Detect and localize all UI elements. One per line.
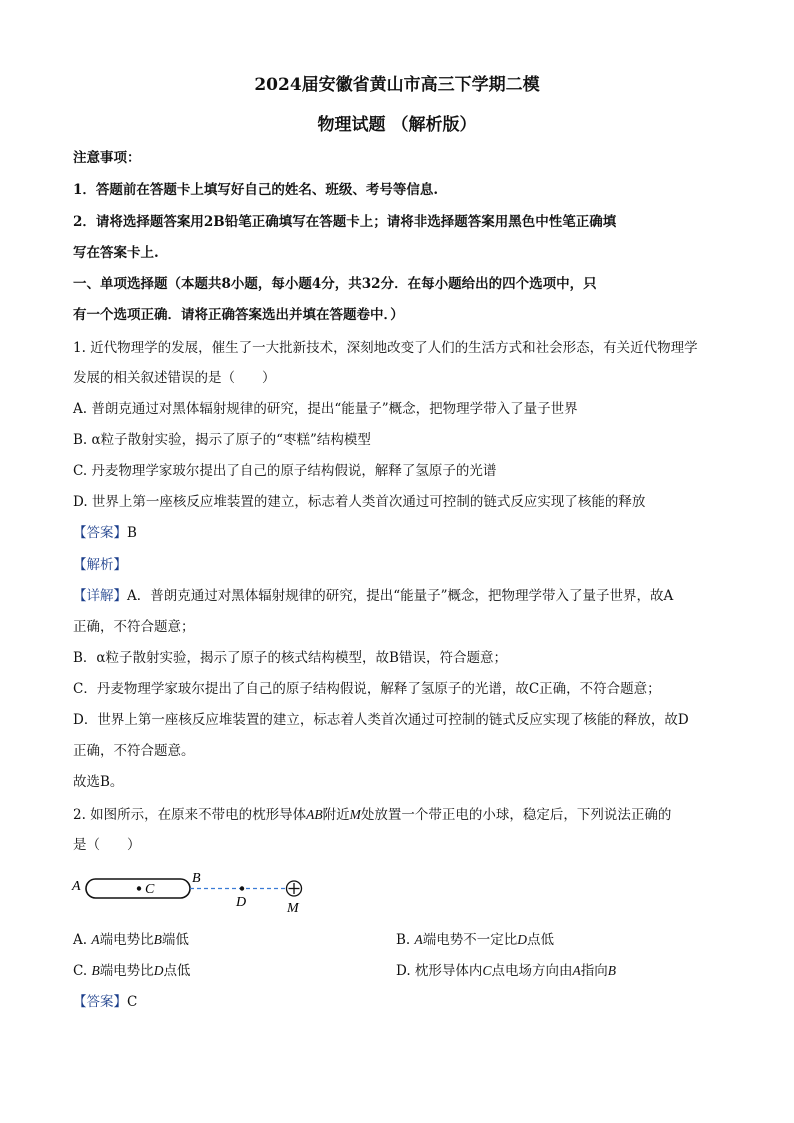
q2-stem-text-a: 2. 如图所示，在原来不带电的枕形导体: [73, 807, 307, 823]
q2-stem-var-m: M: [349, 807, 361, 822]
notes-heading: 注意事项：: [73, 150, 141, 166]
notes-item-1: 1．答题前在答题卡上填写好自己的姓名、班级、考号等信息.: [73, 182, 439, 198]
title-line-1: 2024届安徽省黄山市高三下学期二模: [254, 75, 540, 95]
section-1-heading-line-1: 一、单项选择题（本题共8小题，每小题4分，共32分．在每小题给出的四个选项中，只: [73, 276, 597, 292]
q2-stem-text-c: 处放置一个带正电的小球，稳定后，下列说法正确的: [360, 807, 672, 823]
q2-stem-line-2: 是（ ）: [73, 837, 141, 853]
q1-detail-line-1: [73, 586, 673, 606]
title-line-2: 物理试题 （解析版）: [317, 115, 477, 135]
q2-option-c-var-2: D: [153, 963, 164, 978]
detail-tag: 【详解】: [73, 588, 127, 604]
q2-option-c: [73, 961, 190, 981]
notes-item-2-line-1: 2．请将选择题答案用2B铅笔正确填写在答题卡上；请将非选择题答案用黑色中性笔正确填: [73, 214, 617, 230]
q1-option-d: D. 世界上第一座核反应堆装置的建立，标志着人类首次通过可控制的链式反应实现了核能的释放: [73, 494, 646, 510]
q2-option-a-var-1: A: [91, 932, 100, 947]
q1-answer: B: [127, 525, 137, 541]
q2-answer: C: [127, 994, 138, 1010]
q1-detail-line-4: C．丹麦物理学家玻尔提出了自己的原子结构假说，解释了氢原子的光谱，故C正确，不符合题意；: [73, 681, 661, 697]
q1-detail-line-2: 正确，不符合题意；: [73, 619, 195, 635]
q1-stem-line-2: 发展的相关叙述错误的是（ ）: [73, 370, 276, 386]
answer-tag: 【答案】: [73, 525, 127, 541]
q2-option-c-prefix: C.: [73, 963, 92, 979]
q2-option-d-text-1: 点电场方向由: [491, 963, 573, 979]
q1-detail-line-5: D．世界上第一座核反应堆装置的建立，标志着人类首次通过可控制的链式反应实现了核能的释放，故D: [73, 712, 689, 728]
label-b: B: [192, 871, 201, 886]
q1-option-c: C. 丹麦物理学家玻尔提出了自己的原子结构假说，解释了氢原子的光谱: [73, 463, 497, 479]
notes-item-2-line-2: 写在答案卡上.: [73, 245, 159, 261]
q2-option-b: [396, 930, 554, 950]
q2-option-a-prefix: A.: [73, 932, 92, 948]
q1-answer-line: [73, 523, 137, 543]
q2-option-d: [396, 961, 616, 981]
q2-option-d-var-2: A: [572, 963, 581, 978]
label-m: M: [287, 901, 299, 916]
q2-answer-tag: 【答案】: [73, 994, 127, 1010]
q2-option-b-prefix: B.: [396, 932, 415, 948]
q2-option-d-text-2: 指向: [580, 963, 608, 979]
q2-option-c-text-1: 端电势比: [99, 963, 154, 979]
q1-stem-line-1: 1. 近代物理学的发展，催生了一大批新技术，深刻地改变了人们的生活方式和社会形态，有关近代物理学: [73, 340, 698, 356]
q2-option-d-var-1: C: [482, 963, 492, 978]
q2-option-a-var-2: B: [153, 932, 162, 947]
q2-answer-line: [73, 992, 137, 1012]
point-c-dot: [137, 886, 141, 890]
q2-option-b-text-2: 点低: [527, 932, 555, 948]
q1-detail-line-6: 正确，不符合题意。: [73, 743, 195, 759]
section-1-heading-line-2: 有一个选项正确．请将正确答案选出并填在答题卷中．）: [73, 307, 404, 323]
q1-option-a: A. 普朗克通过对黑体辐射规律的研究，提出“能量子”概念，把物理学带入了量子世界: [73, 401, 578, 417]
q2-figure: [66, 868, 316, 918]
q1-detail-text-1: A．普朗克通过对黑体辐射规律的研究，提出“能量子”概念，把物理学带入了量子世界，故A: [127, 588, 674, 604]
q2-option-c-text-2: 点低: [163, 963, 191, 979]
q1-detail-line-3: B．α粒子散射实验，揭示了原子的核式结构模型，故B错误，符合题意；: [73, 650, 507, 666]
q1-analysis-tag: 【解析】: [73, 557, 127, 573]
q2-option-c-var-1: B: [91, 963, 100, 978]
point-d-dot: [240, 886, 244, 890]
q2-option-b-var-2: D: [517, 932, 528, 947]
q2-option-a-text-2: 端低: [161, 932, 189, 948]
q2-option-a: [73, 930, 189, 950]
q2-option-b-text-1: 端电势不一定比: [422, 932, 518, 948]
q2-option-d-var-3: B: [607, 963, 616, 978]
q2-stem-line-1: [73, 805, 671, 825]
label-d: D: [236, 895, 247, 910]
q2-stem-text-b: 附近: [322, 807, 350, 823]
q2-option-d-prefix: D. 枕形导体内: [396, 963, 483, 979]
q2-option-b-var-1: A: [414, 932, 423, 947]
label-c: C: [145, 882, 155, 897]
q1-conclusion: 故选B。: [73, 774, 124, 790]
label-a: A: [72, 879, 81, 894]
q2-option-a-text-1: 端电势比: [99, 932, 154, 948]
q1-option-b: B. α粒子散射实验，揭示了原子的“枣糕”结构模型: [73, 432, 371, 448]
q2-stem-var-ab: AB: [306, 807, 323, 822]
